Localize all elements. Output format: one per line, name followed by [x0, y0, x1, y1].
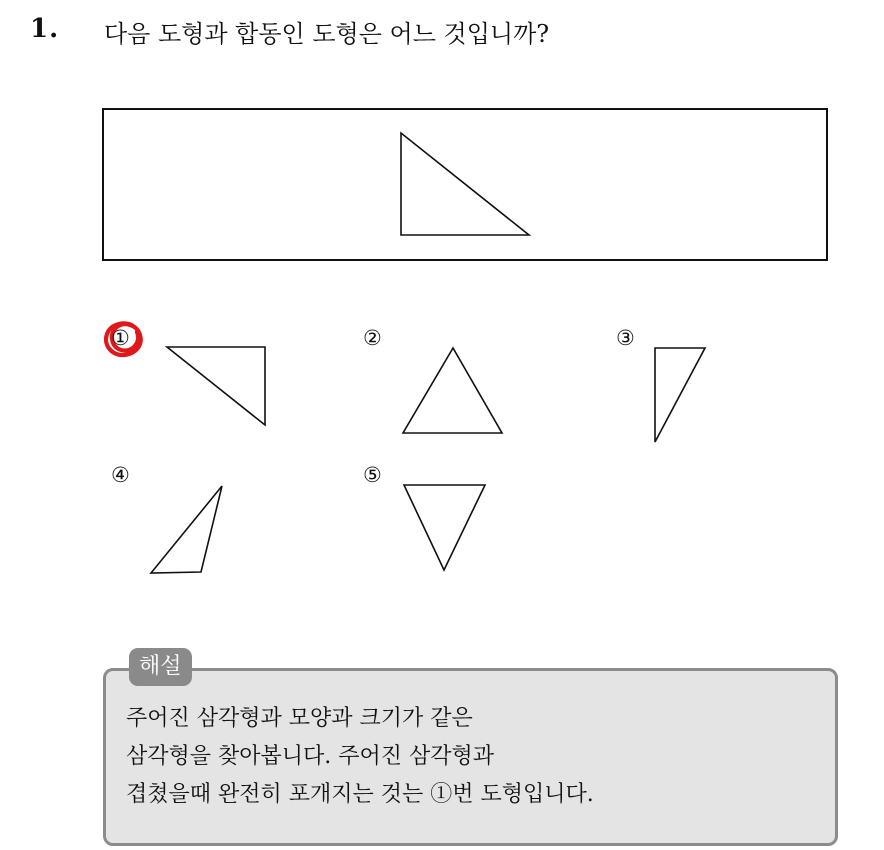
explanation-line-1: 주어진 삼각형과 모양과 크기가 같은	[126, 706, 473, 731]
option-3-label[interactable]: ③	[616, 326, 635, 350]
question-number: 1.	[30, 14, 60, 44]
explanation-tag: 해설	[129, 648, 192, 686]
option-4-label[interactable]: ④	[111, 463, 130, 487]
option-2-label[interactable]: ②	[363, 326, 382, 350]
option-5-label[interactable]: ⑤	[363, 463, 382, 487]
option-1-label[interactable]: ①	[111, 326, 130, 350]
question-text: 다음 도형과 합동인 도형은 어느 것입니까?	[104, 20, 550, 48]
explanation-text	[126, 700, 594, 814]
explanation-line-3: 겹쳤을때 완전히 포개지는 것는 ①번 도형입니다.	[126, 782, 594, 807]
explanation-line-2: 삼각형을 찾아봅니다. 주어진 삼각형과	[126, 744, 495, 769]
